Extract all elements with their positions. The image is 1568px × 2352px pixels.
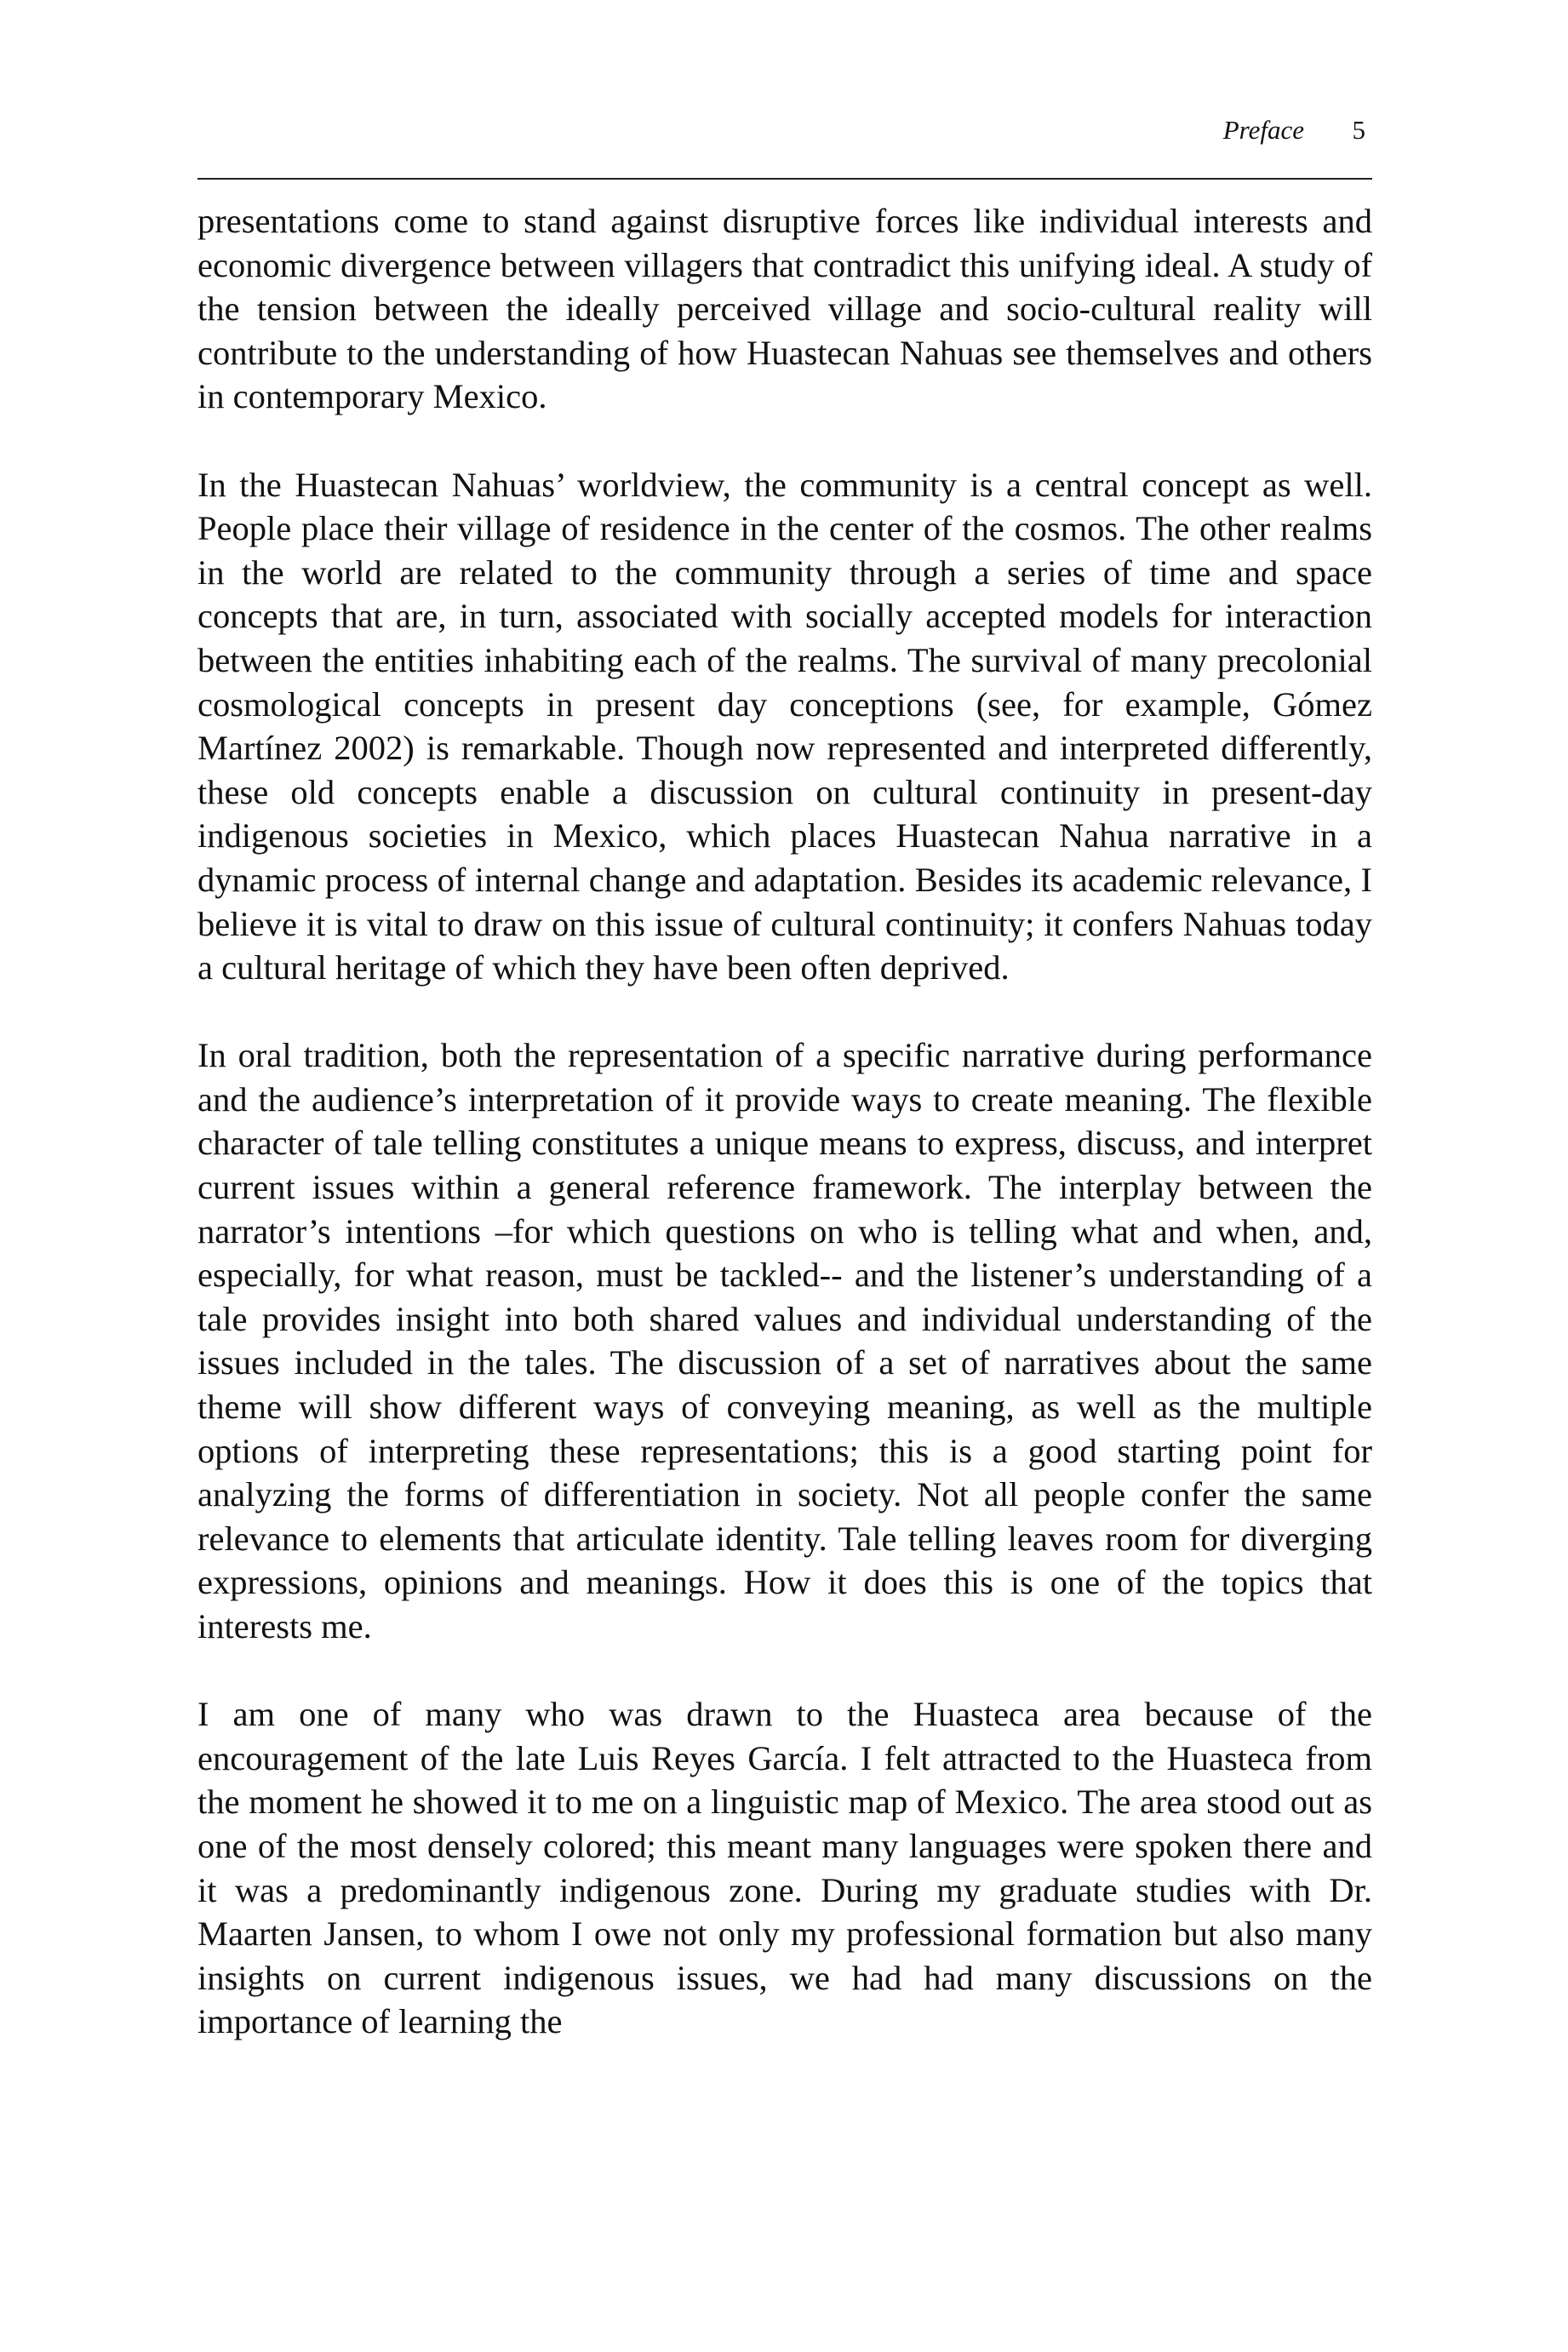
body-text [197,199,1372,2088]
paragraph-3: In oral tradition, both the representation of a specific narrative during performance and the audience’s interpretation of it provide ways to create meaning. The flexible character of tale telling constitutes a unique means to express, discuss, and interpret current issues within a general reference framework. The interplay between the narrator’s intentions –for which questions on who is telling what and when, and, especially, for what reason, must be tackled-- and the listener’s understanding of a tale provides insight into both shared values and individual understanding of the issues included in the tales. The discussion of a set of narratives about the same theme will show different ways of conveying meaning, as well as the multiple options of interpreting these representations; this is a good starting point for analyzing the forms of differentiation in society. Not all people confer the same relevance to elements that articulate identity. Tale telling leaves room for diverging expressions, opinions and meanings. How it does this is one of the topics that interests me. [197,1036,1372,1645]
paragraph-2: In the Huastecan Nahuas’ worldview, the community is a central concept as well. People place their village of residence in the center of the cosmos. The other realms in the world are related to the community through a series of time and space concepts that are, in turn, associated with socially accepted models for interaction between the entities inhabiting each of the realms. The survival of many precolonial cosmological concepts in present day conceptions (see, for example, Gómez Martínez 2002) is remarkable. Though now represented and interpreted differently, these old concepts enable a discussion on cultural continuity in present-day indigenous societies in Mexico, which places Huastecan Nahua narrative in a dynamic process of internal change and adaptation. Besides its academic relevance, I believe it is vital to draw on this issue of cultural continuity; it confers Nahuas today a cultural heritage of which they have been often deprived. [197,465,1372,987]
running-header [197,115,1372,157]
paragraph-4: I am one of many who was drawn to the Huasteca area because of the encouragement of the late Luis Reyes García. I felt attracted to the Huasteca from the moment he showed it to me on a linguistic map of Mexico. The area stood out as one of the most densely colored; this meant many languages were spoken there and it was a predominantly indigenous zone. During my graduate studies with Dr. Maarten Jansen, to whom I owe not only my professional formation but also many insights on current indigenous issues, we had had many discussions on the importance of learning the [197,1695,1372,2041]
page-number: 5 [1352,115,1365,145]
paragraph-1: presentations come to stand against disruptive forces like individual interests and economic divergence between villagers that contradict this unifying ideal. A study of the tension between the ideally perceived village and socio-cultural reality will contribute to the understanding of how Huastecan Nahuas see themselves and others in contemporary Mexico. [197,202,1372,416]
running-title: Preface [1222,115,1304,145]
header-rule [197,178,1372,180]
